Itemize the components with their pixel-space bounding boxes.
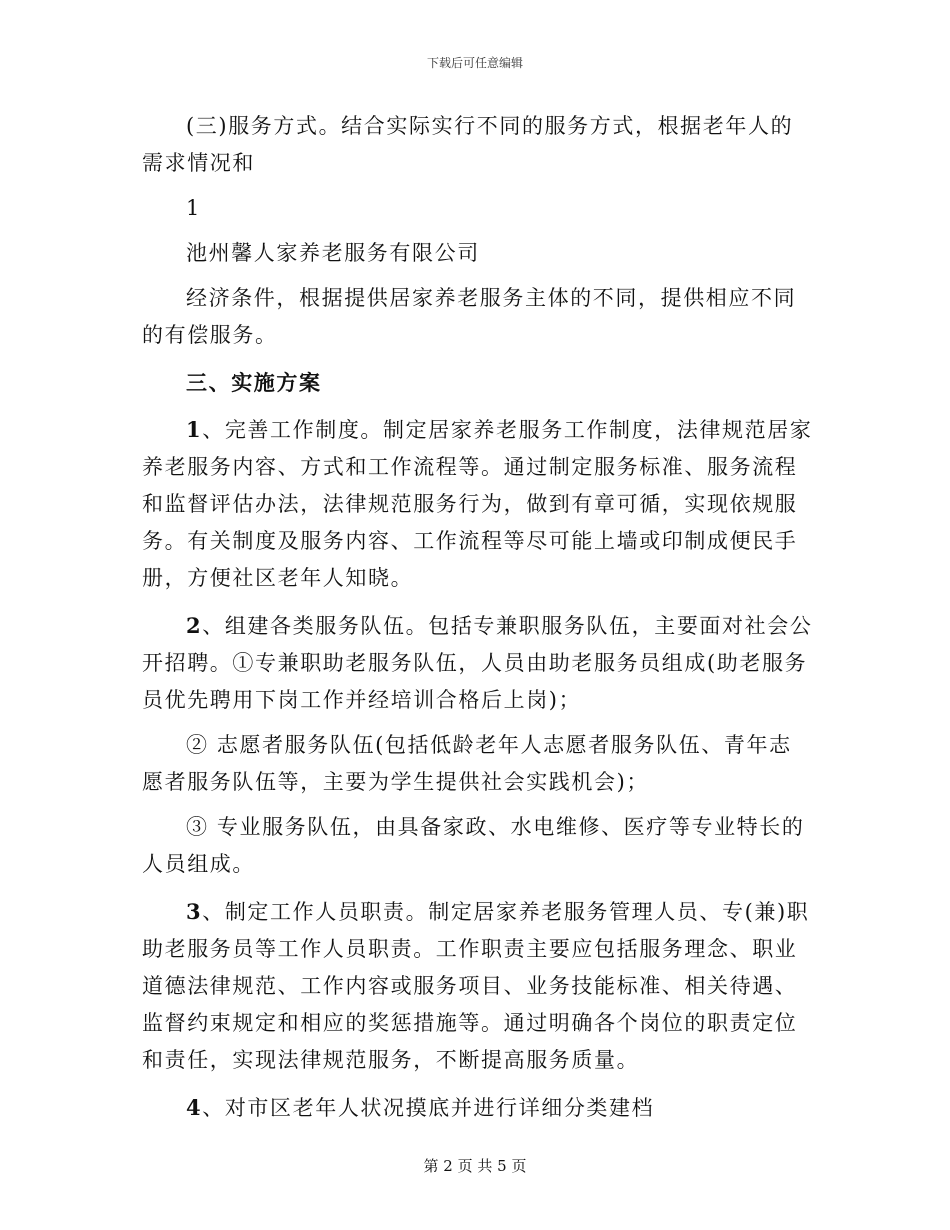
page-footer: 第 2 页 共 5 页 xyxy=(423,1157,527,1175)
item-1-paragraph xyxy=(142,411,814,597)
item-2-text: 、组建各类服务队伍。包括专兼职服务队伍，主要面对社会公开招聘。①专兼职助老服务队伍，人员由助老服务员组成(助老服务员优先聘用下岗工作并经培训合格后上岗)； xyxy=(142,614,813,712)
item-4-number: 4 xyxy=(186,1095,203,1120)
item-2-paragraph xyxy=(142,607,814,719)
company-name: 池州馨人家养老服务有限公司 xyxy=(186,241,480,265)
inline-page-number: 1 xyxy=(186,196,201,220)
item-2-volunteer-team: ② 志愿者服务队伍(包括低龄老年人志愿者服务队伍、青年志愿者服务队伍等，主要为学生提供社会实践机会)； xyxy=(142,733,792,794)
item-3-paragraph xyxy=(142,893,814,1079)
paragraph-economic-conditions: 经济条件，根据提供居家养老服务主体的不同，提供相应不同的有偿服务。 xyxy=(142,286,797,347)
item-1-number: 1 xyxy=(186,417,203,442)
paragraph-service-method: (三)服务方式。结合实际实行不同的服务方式，根据老年人的需求情况和 xyxy=(142,114,794,175)
item-2-number: 2 xyxy=(186,613,203,638)
section-title: 三、实施方案 xyxy=(186,370,322,395)
document-body xyxy=(142,108,814,1127)
item-3-number: 3 xyxy=(186,899,203,924)
item-3-text: 、制定工作人员职责。制定居家养老服务管理人员、专(兼)职助老服务员等工作人员职责。工作职责主要应包括服务理念、职业道德法律规范、工作内容或服务项目、业务技能标准、相关待遇、监督约束规定和相应的奖惩措施等。通过明确各个岗位的职责定位和责任，实现法律规范服务，不断提高服务质量。 xyxy=(142,900,810,1072)
item-4-paragraph xyxy=(142,1089,814,1127)
item-1-text: 、完善工作制度。制定居家养老服务工作制度，法律规范居家养老服务内容、方式和工作流程等。通过制定服务标准、服务流程和监督评估办法，法律规范服务行为，做到有章可循，实现依规服务。有关制度及服务内容、工作流程等尽可能上墙或印制成便民手册，方便社区老年人知晓。 xyxy=(142,418,813,590)
item-2-professional-team: ③ 专业服务队伍，由具备家政、水电维修、医疗等专业特长的人员组成。 xyxy=(142,815,805,876)
page-header-note: 下载后可任意编辑 xyxy=(426,56,523,70)
item-4-text: 、对市区老年人状况摸底并进行详细分类建档 xyxy=(202,1096,655,1120)
